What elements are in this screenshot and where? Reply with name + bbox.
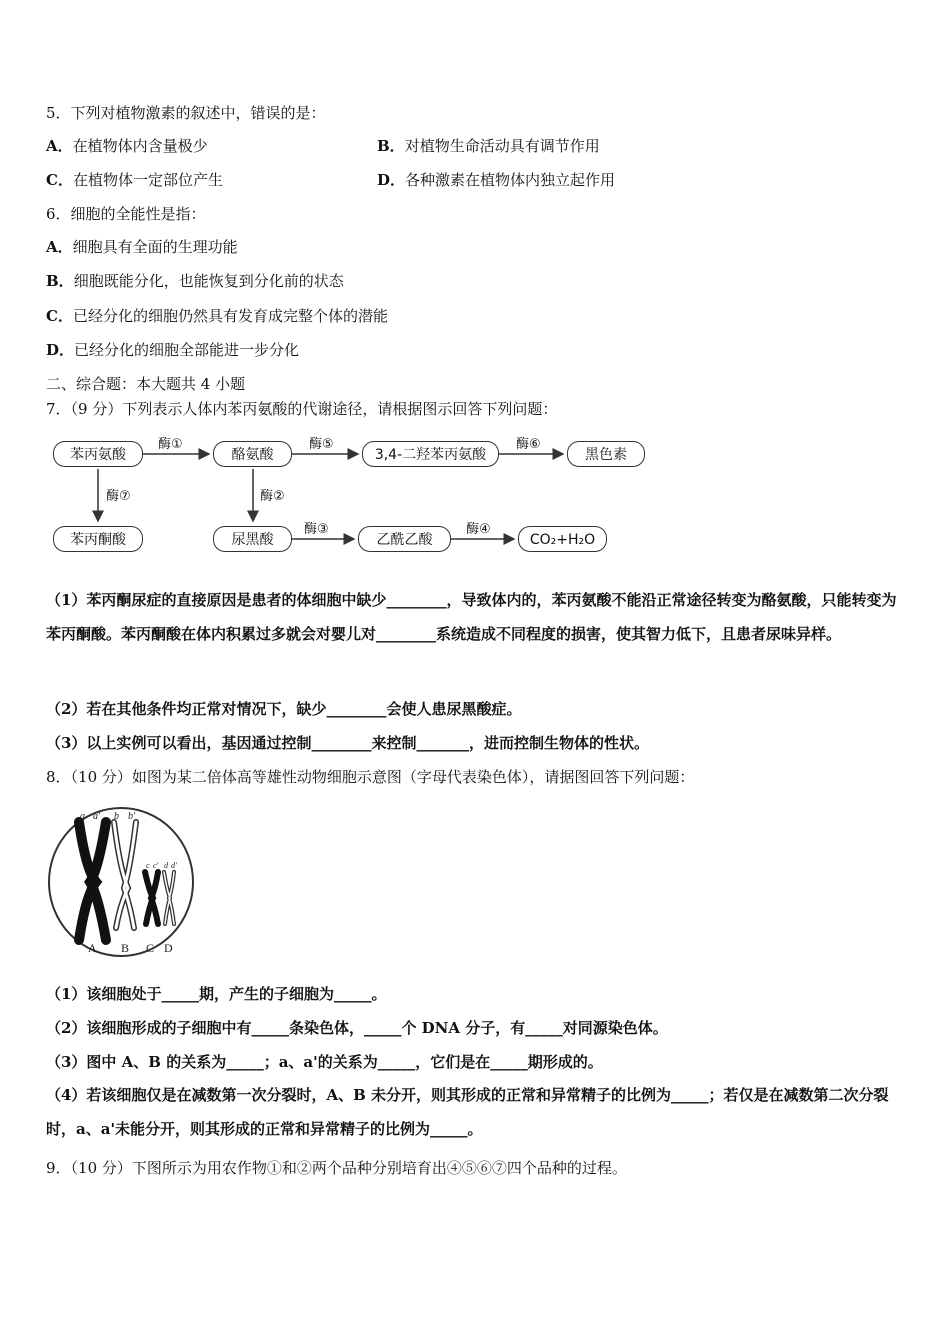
chromatid-label: d' xyxy=(171,861,177,870)
chromosome-label: C xyxy=(146,941,155,955)
q8-stem: 8．（10 分）如图为某二倍体高等雄性动物细胞示意图（字母代表染色体），请据图回答下列问题： xyxy=(46,768,695,786)
chromatid-label: a' xyxy=(93,811,101,822)
chromatid-label: d xyxy=(164,861,168,870)
enzyme-5-label: 酶⑤ xyxy=(309,437,334,452)
q8-subquestion-4: （4）若该细胞仅是在减数第一次分裂时，A、B 未分开，则其形成的正常和异常精子的比例为_____；若仅是在减数第二次分裂时，a、a'未能分开，则其形成的正常和异常精子的比例为_____。 xyxy=(46,1086,889,1138)
chromosome-label: D xyxy=(164,941,173,955)
q5-option-d xyxy=(377,170,615,190)
option-label: B． xyxy=(46,272,74,290)
option-label: A． xyxy=(46,137,73,155)
q7-subquestion-1: （1）苯丙酮尿症的直接原因是患者的体细胞中缺少________，导致体内的，苯丙氨酸不能沿正常途径转变为酪氨酸，只能转变为苯丙酮酸。苯丙酮酸在体内积累过多就会对婴儿对________系统造成不同程度的损害，使其智力低下，且患者尿味异样。 xyxy=(46,591,897,643)
option-label: C． xyxy=(46,171,73,189)
cell-drawing xyxy=(46,800,196,960)
option-label: D． xyxy=(46,341,75,359)
node-co2-h2o: CO₂+H₂O xyxy=(518,526,607,552)
chromatid-label: c' xyxy=(153,861,159,870)
chromatid-label: b xyxy=(114,811,119,822)
q5-stem: 5．下列对植物激素的叙述中，错误的是： xyxy=(46,104,326,122)
q9-stem: 9．（10 分）下图所示为用农作物①和②两个品种分别培育出④⑤⑥⑦四个品种的过程。 xyxy=(46,1159,627,1177)
node-dopa: 3,4-二羟苯丙氨酸 xyxy=(362,441,499,467)
q8-subquestion-1: （1）该细胞处于_____期，产生的子细胞为_____。 xyxy=(46,985,387,1003)
node-phenylalanine: 苯丙氨酸 xyxy=(53,441,143,467)
chromosome-label: A xyxy=(88,941,97,955)
enzyme-4-label: 酶④ xyxy=(466,522,491,537)
option-text: 对植物生命活动具有调节作用 xyxy=(404,137,600,155)
q5-option-b xyxy=(377,136,600,156)
chromosome-d xyxy=(164,872,174,924)
q6-option-c xyxy=(46,306,388,326)
option-label: D． xyxy=(377,171,406,189)
node-homogentisate: 尿黑酸 xyxy=(213,526,292,552)
option-text: 各种激素在植物体内独立起作用 xyxy=(405,171,616,189)
q6-option-b xyxy=(46,271,344,291)
enzyme-6-label: 酶⑥ xyxy=(516,437,541,452)
q5-option-c xyxy=(46,170,223,190)
cell-diagram xyxy=(46,800,196,960)
option-text: 已经分化的细胞仍然具有发育成完整个体的潜能 xyxy=(72,307,388,325)
q6-stem: 6．细胞的全能性是指： xyxy=(46,205,206,223)
q5-option-a xyxy=(46,136,208,156)
q6-option-d xyxy=(46,340,299,360)
node-melanin: 黑色素 xyxy=(567,441,645,467)
option-label: A． xyxy=(46,238,73,256)
enzyme-2-label: 酶② xyxy=(260,489,285,504)
q6-option-a xyxy=(46,237,238,257)
chromatid-label: b' xyxy=(128,811,136,822)
option-label: B． xyxy=(377,137,405,155)
enzyme-1-label: 酶① xyxy=(158,437,183,452)
metabolic-pathway-diagram xyxy=(46,425,666,560)
option-text: 在植物体一定部位产生 xyxy=(72,171,223,189)
q7-stem: 7．（9 分）下列表示人体内苯丙氨酸的代谢途径，请根据图示回答下列问题： xyxy=(46,400,558,418)
enzyme-3-label: 酶③ xyxy=(304,522,329,537)
q8-subquestion-2: （2）该细胞形成的子细胞中有_____条染色体，_____个 DNA 分子，有_____对同源染色体。 xyxy=(46,1019,668,1037)
chromosome-b xyxy=(114,822,136,928)
chromatid-label: a xyxy=(80,811,85,822)
enzyme-7-label: 酶⑦ xyxy=(106,489,131,504)
q7-subquestion-2: （2）若在其他条件均正常对情况下，缺少________会使人患尿黑酸症。 xyxy=(46,700,522,718)
option-text: 细胞既能分化，也能恢复到分化前的状态 xyxy=(73,272,344,290)
section-heading: 二、综合题：本大题共 4 小题 xyxy=(46,375,246,393)
node-phenylpyruvate: 苯丙酮酸 xyxy=(53,526,143,552)
option-text: 已经分化的细胞全部能进一步分化 xyxy=(74,341,300,359)
option-label: C． xyxy=(46,307,73,325)
q8-subquestion-3: （3）图中 A、B 的关系为_____；a、a'的关系为_____，它们是在_____期形成的。 xyxy=(46,1053,603,1071)
chromosome-a xyxy=(79,822,106,940)
chromatid-label: c xyxy=(146,861,150,870)
node-acetoacetate: 乙酰乙酸 xyxy=(358,526,451,552)
chromosome-c xyxy=(145,872,158,924)
option-text: 在植物体内含量极少 xyxy=(72,137,208,155)
node-tyrosine: 酪氨酸 xyxy=(213,441,292,467)
chromosome-label: B xyxy=(121,941,130,955)
option-text: 细胞具有全面的生理功能 xyxy=(72,238,238,256)
q7-subquestion-3: （3）以上实例可以看出，基因通过控制________来控制_______，进而控制生物体的性状。 xyxy=(46,734,649,752)
